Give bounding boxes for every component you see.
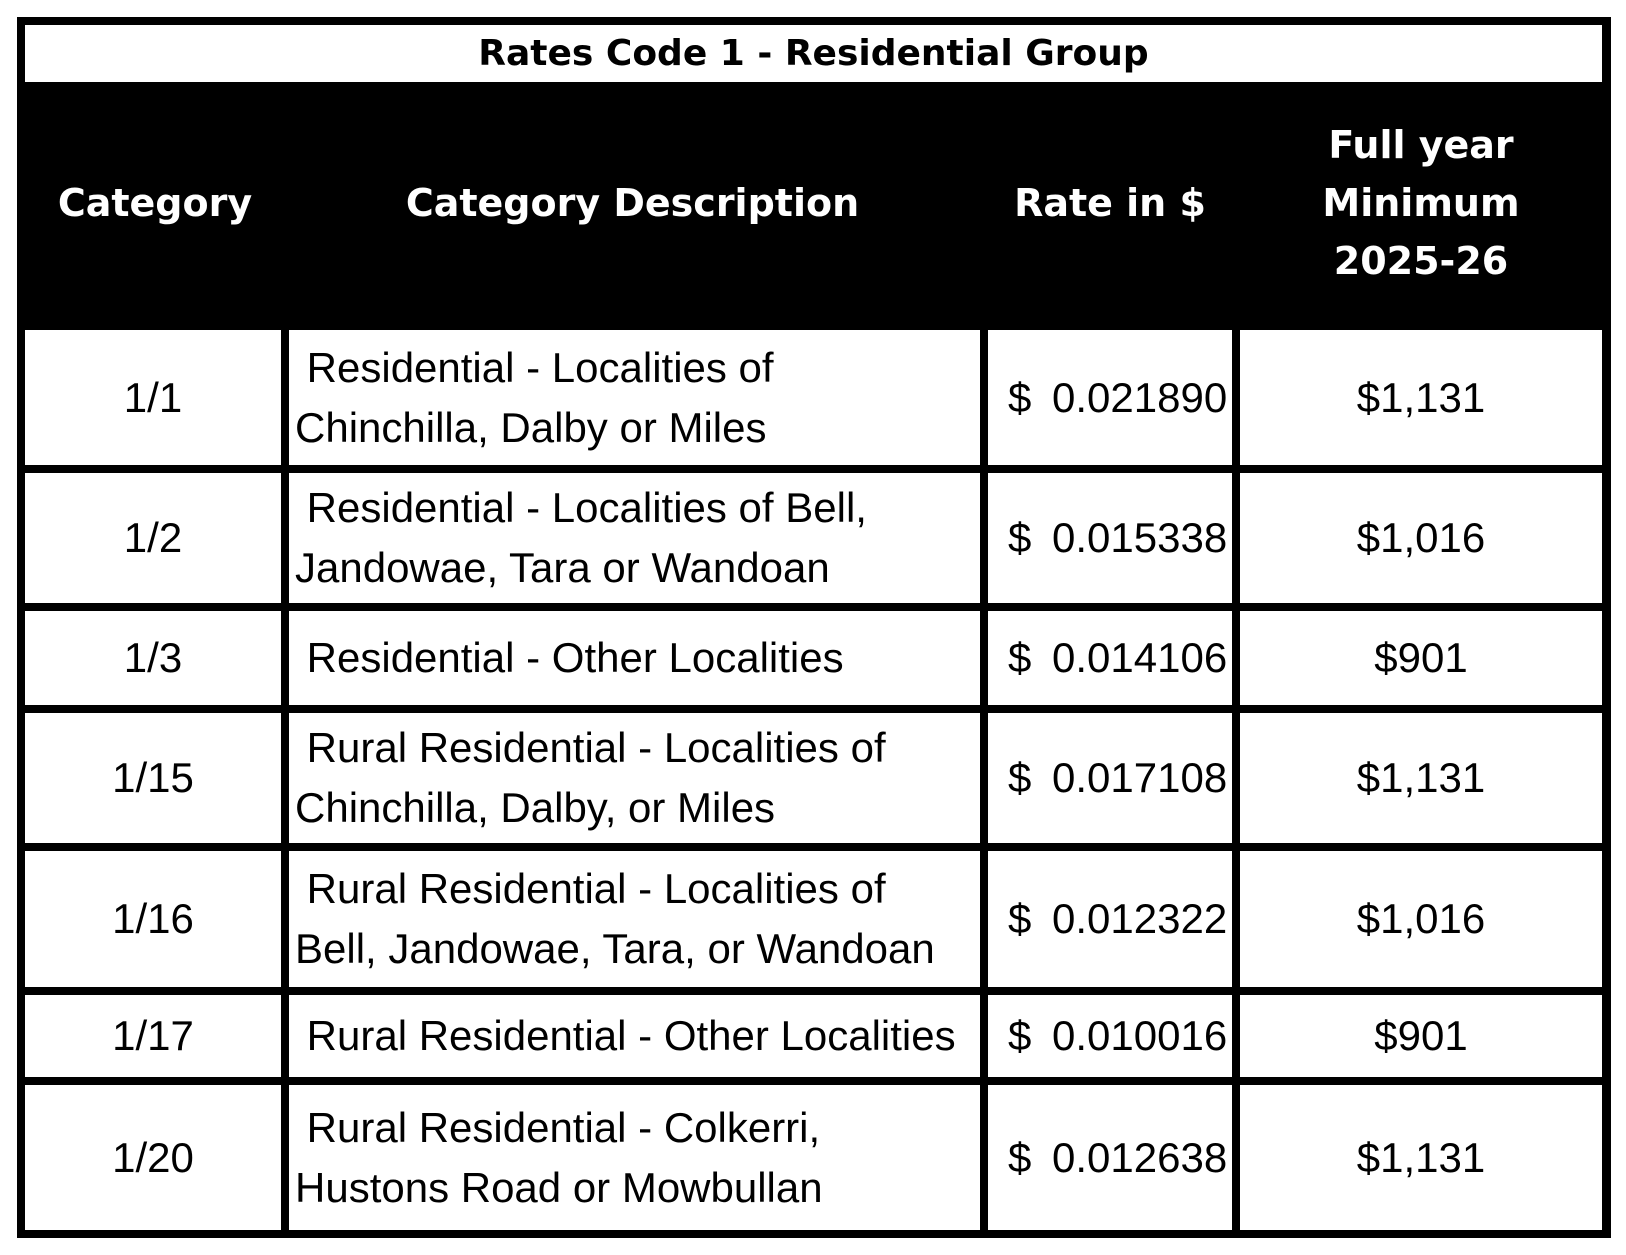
currency-symbol: $ — [1008, 895, 1032, 942]
rate-value: 0.010016 — [1052, 1012, 1228, 1059]
rate-cell — [988, 473, 1232, 603]
category-cell: 1/16 — [25, 851, 281, 987]
header-minimum-line3: 2025-26 — [1333, 239, 1509, 283]
currency-symbol: $ — [1008, 373, 1032, 421]
description-text: Rural Residential - Colkerri, Hustons Road or Mowbullan — [295, 1103, 832, 1211]
description-cell — [289, 995, 980, 1077]
header-description-label: Category Description — [405, 181, 860, 225]
rate-cell — [988, 995, 1232, 1077]
rate-cell — [988, 851, 1232, 987]
minimum-cell: $901 — [1240, 995, 1602, 1077]
header-minimum-line1: Full year — [1328, 123, 1514, 167]
rate-value: 0.017108 — [1052, 754, 1228, 801]
header-minimum — [1240, 82, 1602, 324]
minimum-cell: $1,131 — [1240, 330, 1602, 465]
rate-cell — [988, 330, 1232, 465]
table-header — [25, 82, 1602, 324]
currency-symbol: $ — [1008, 1133, 1032, 1181]
table-row — [17, 1085, 1611, 1230]
rate-cell — [988, 713, 1232, 843]
table-row — [17, 473, 1611, 603]
description-cell — [289, 611, 980, 705]
table-title: Rates Code 1 - Residential Group — [25, 25, 1602, 82]
table-row — [17, 995, 1611, 1077]
header-rate — [980, 82, 1240, 324]
minimum-cell: $1,016 — [1240, 473, 1602, 603]
description-text: Rural Residential - Localities of Bell, Jandowae, Tara, or Wandoan — [295, 865, 935, 972]
minimum-cell: $1,131 — [1240, 713, 1602, 843]
table-row — [17, 611, 1611, 705]
rate-value: 0.015338 — [1052, 514, 1228, 561]
header-minimum-line2: Minimum — [1322, 181, 1520, 225]
description-cell — [289, 473, 980, 603]
category-cell: 1/3 — [25, 611, 281, 705]
table-row — [17, 851, 1611, 987]
minimum-cell: $1,016 — [1240, 851, 1602, 987]
currency-symbol: $ — [1008, 514, 1032, 561]
category-cell: 1/20 — [25, 1085, 281, 1230]
description-text: Rural Residential - Other Localities — [295, 1012, 956, 1059]
rate-value: 0.012638 — [1052, 1133, 1228, 1181]
description-cell — [289, 851, 980, 987]
description-text: Rural Residential - Localities of Chinchilla, Dalby, or Miles — [295, 724, 898, 831]
currency-symbol: $ — [1008, 1012, 1032, 1059]
category-cell: 1/2 — [25, 473, 281, 603]
description-cell — [289, 713, 980, 843]
rate-cell — [988, 1085, 1232, 1230]
description-text: Residential - Localities of Bell, Jandowae, Tara or Wandoan — [295, 484, 879, 591]
minimum-cell: $901 — [1240, 611, 1602, 705]
rate-value: 0.021890 — [1052, 373, 1228, 421]
header-description — [285, 82, 980, 324]
table-row — [17, 713, 1611, 843]
rate-cell — [988, 611, 1232, 705]
category-cell: 1/15 — [25, 713, 281, 843]
currency-symbol: $ — [1008, 634, 1032, 681]
description-cell — [289, 1085, 980, 1230]
header-category — [25, 82, 285, 324]
description-text: Residential - Other Localities — [295, 634, 844, 681]
minimum-cell: $1,131 — [1240, 1085, 1602, 1230]
category-cell: 1/17 — [25, 995, 281, 1077]
rate-value: 0.014106 — [1052, 634, 1228, 681]
rates-table — [17, 17, 1611, 1238]
category-cell: 1/1 — [25, 330, 281, 465]
currency-symbol: $ — [1008, 754, 1032, 801]
table-row — [17, 330, 1611, 465]
description-cell — [289, 330, 980, 465]
header-category-label: Category — [57, 181, 253, 225]
description-text: Residential - Localities of Chinchilla, Dalby or Miles — [295, 343, 786, 451]
header-rate-label: Rate in $ — [1014, 181, 1206, 225]
rate-value: 0.012322 — [1052, 895, 1228, 942]
